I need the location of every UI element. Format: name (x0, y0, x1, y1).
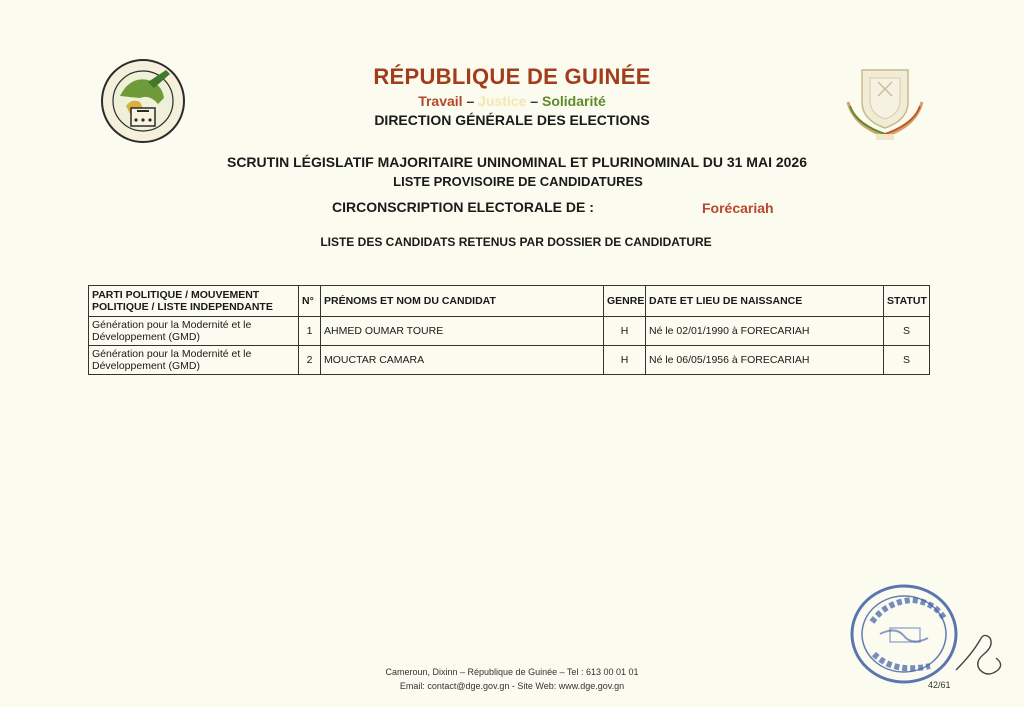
directorate-title: DIRECTION GÉNÉRALE DES ELECTIONS (374, 112, 650, 128)
document-header (0, 64, 1024, 129)
motto-work: Travail (418, 93, 463, 109)
national-motto (0, 92, 1024, 110)
cell-party: Génération pour la Modernité et le Développement (GMD) (89, 346, 299, 375)
footer-contact: Email: contact@dge.gov.gn - Site Web: www.dge.gov.gn (399, 681, 625, 691)
header-party: PARTI POLITIQUE / MOUVEMENT POLITIQUE / LISTE INDEPENDANTE (89, 286, 299, 317)
header-birth: DATE ET LIEU DE NAISSANCE (646, 286, 884, 317)
cell-number: 1 (299, 317, 321, 346)
cell-status: S (884, 346, 930, 375)
cell-candidate-name: AHMED OUMAR TOURE (321, 317, 604, 346)
cell-birth: Né le 02/01/1990 à FORECARIAH (646, 317, 884, 346)
candidates-table (88, 285, 930, 375)
document-footer (0, 665, 1024, 693)
header-candidate-name: PRÉNOMS ET NOM DU CANDIDAT (321, 286, 604, 317)
motto-separator-2: – (526, 93, 542, 109)
header-status: STATUT (884, 286, 930, 317)
election-title: SCRUTIN LÉGISLATIF MAJORITAIRE UNINOMINAL ET PLURINOMINAL DU 31 MAI 2026 (226, 154, 807, 170)
cell-birth: Né le 06/05/1956 à FORECARIAH (646, 346, 884, 375)
motto-justice: Justice (478, 93, 527, 109)
page-number: 42/61 (928, 680, 951, 690)
header-gender: GENRE (604, 286, 646, 317)
motto-separator-1: – (462, 93, 479, 109)
cell-party: Génération pour la Modernité et le Développement (GMD) (89, 317, 299, 346)
cell-status: S (884, 317, 930, 346)
cell-gender: H (604, 346, 646, 375)
table-row (89, 317, 930, 346)
constituency-label: CIRCONSCRIPTION ELECTORALE DE : (332, 199, 594, 215)
cell-number: 2 (299, 346, 321, 375)
document-titles (0, 152, 1024, 192)
cell-candidate-name: MOUCTAR CAMARA (321, 346, 604, 375)
list-subtitle: LISTE DES CANDIDATS RETENUS PAR DOSSIER DE CANDIDATURE (320, 235, 712, 249)
header-number: N° (299, 286, 321, 317)
republic-title: RÉPUBLIQUE DE GUINÉE (373, 64, 651, 89)
table-header-row (89, 286, 930, 317)
motto-solidarity: Solidarité (541, 93, 606, 109)
footer-address: Cameroun, Dixinn – République de Guinée – Tel : 613 00 01 01 (385, 667, 639, 677)
table-row (89, 346, 930, 375)
cell-gender: H (604, 317, 646, 346)
constituency-value: Forécariah (702, 200, 774, 216)
list-type-title: LISTE PROVISOIRE DE CANDIDATURES (393, 174, 643, 189)
